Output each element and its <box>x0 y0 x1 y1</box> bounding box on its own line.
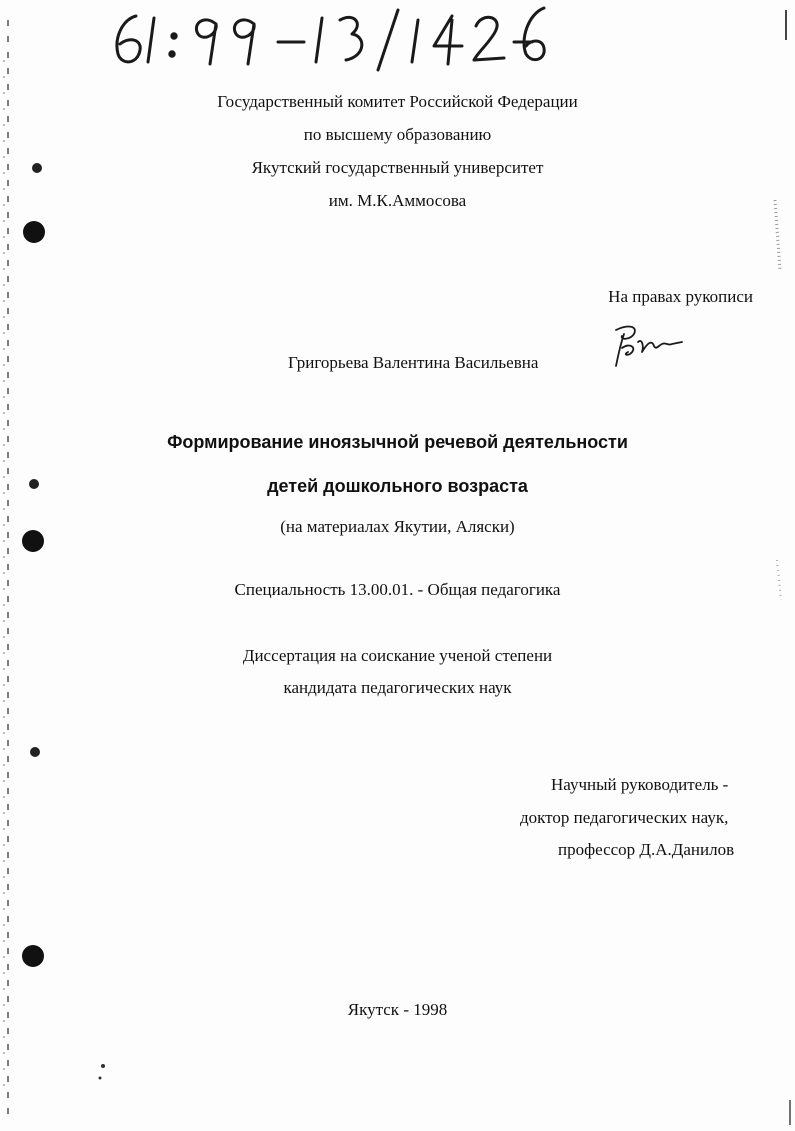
punch-hole <box>22 945 44 967</box>
supervisor-line-3: профессор Д.А.Данилов <box>558 840 735 859</box>
thesis-title-line-1: Формирование иноязычной речевой деятельности <box>167 432 628 452</box>
place-and-year: Якутск - 1998 <box>347 1000 448 1019</box>
header-line-university: Якутский государственный университет <box>251 158 544 177</box>
handwritten-archive-code <box>108 2 548 72</box>
punch-hole <box>23 221 45 243</box>
signature <box>608 320 688 372</box>
header-line-ministry: Государственный комитет Российской Федерации <box>217 92 578 111</box>
header-line-named-after: им. М.К.Аммосова <box>328 191 467 210</box>
supervisor-line-2: доктор педагогических наук, <box>520 808 729 827</box>
punch-hole <box>30 747 40 757</box>
thesis-subtitle: (на материалах Якутии, Аляски) <box>280 517 515 536</box>
header-line-education: по высшему образованию <box>303 125 492 144</box>
specialty: Специальность 13.00.01. - Общая педагогика <box>234 580 561 599</box>
supervisor-line-1: Научный руководитель - <box>551 775 729 794</box>
rights-note: На правах рукописи <box>608 287 753 306</box>
thesis-title-line-2: детей дошкольного возраста <box>267 476 528 496</box>
author-name: Григорьева Валентина Васильевна <box>288 353 539 372</box>
degree-line-1: Диссертация на соискание ученой степени <box>242 646 553 665</box>
degree-line-2: кандидата педагогических наук <box>283 678 512 697</box>
